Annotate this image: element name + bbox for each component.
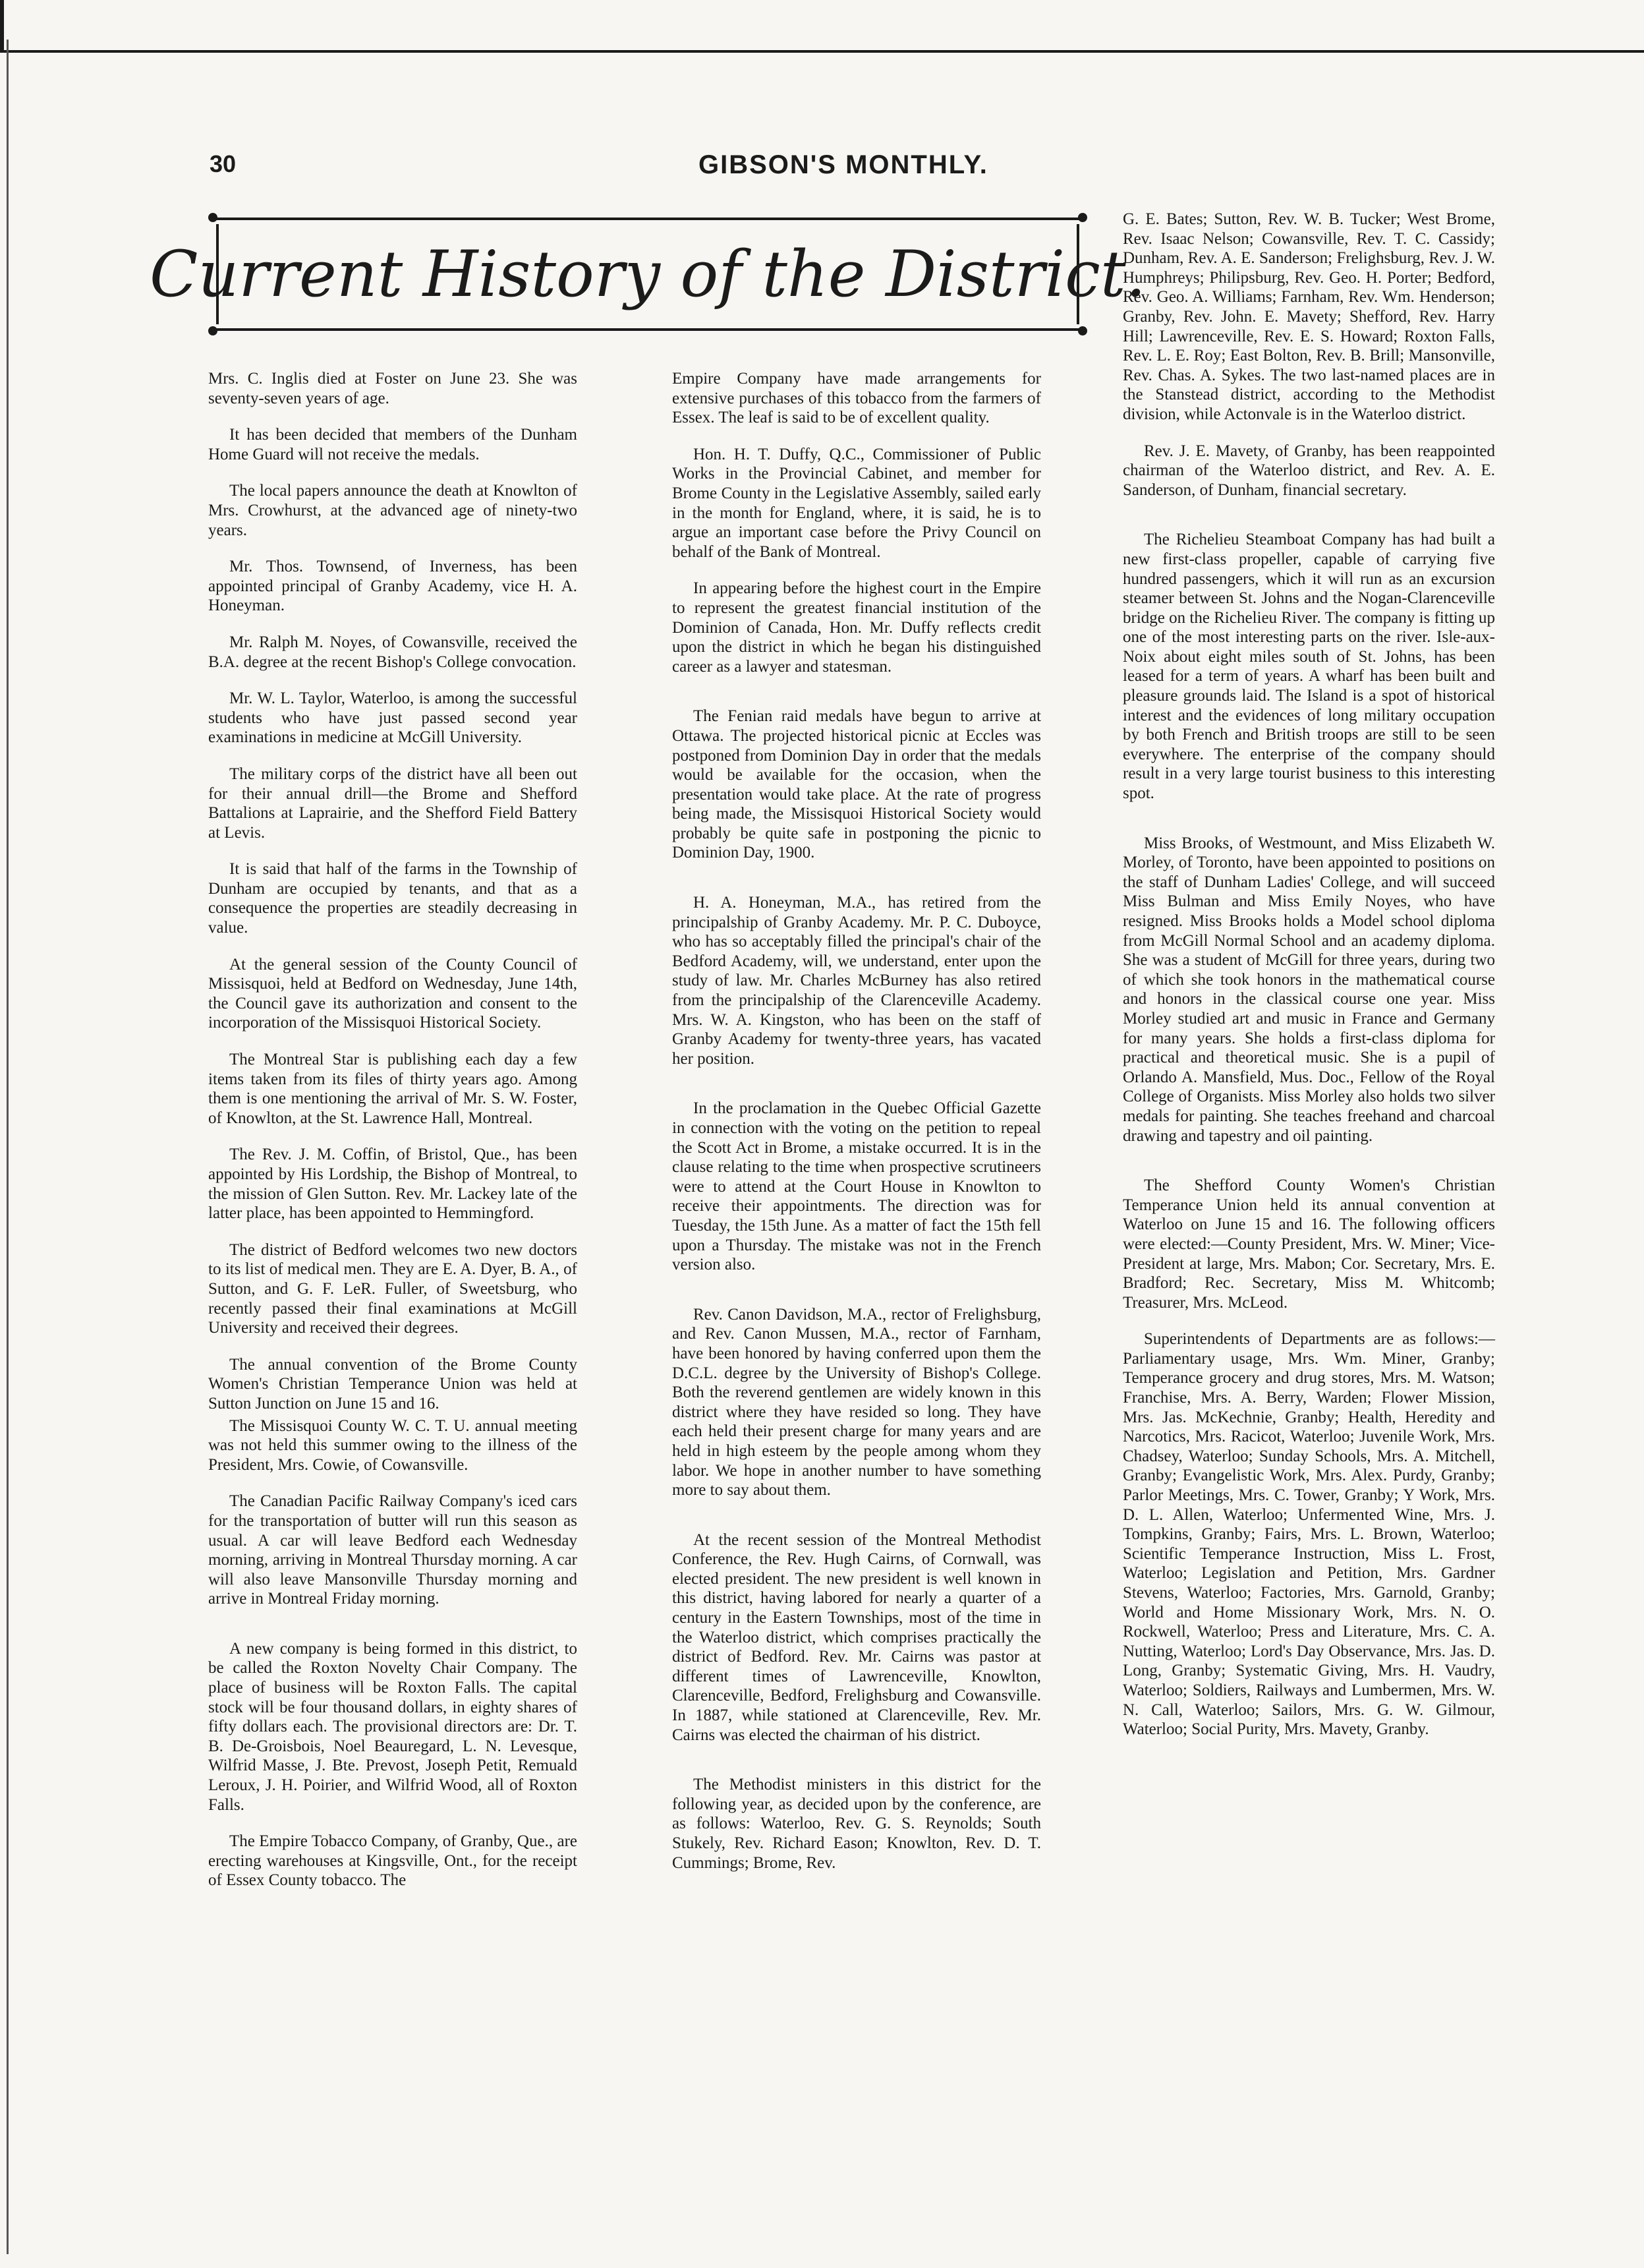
paragraph: The Missisquoi County W. C. T. U. annual meeting was not held this summer owing to the illness of the President, Mrs. Cowie, of Cowansville. — [208, 1416, 577, 1474]
paragraph: Rev. Canon Davidson, M.A., rector of Frelighsburg, and Rev. Canon Mussen, M.A., rector of Farnham, have been honored by having conferred upon them the D.C.L. degree by the University of Bishop's College. Both the reverend gentlemen are widely known in this district where they have resided so long. They have each held their present charge for many years and are held in high esteem by the people among whom they labor. We hope in another number to have something more to say about them. — [672, 1305, 1041, 1499]
title-rule-bottom — [210, 328, 1086, 331]
paragraph: H. A. Honeyman, M.A., has retired from the principalship of Granby Academy. Mr. P. C. Duboyce, who has so acceptably filled the principal's chair of the Bedford Academy, will, we understand, enter upon the study of law. Mr. Charles McBurney has also retired from the principalship of the Clarenceville Academy. Mrs. W. A. Kingston, who has been on the staff of Granby Academy for twenty-three years, has vacated her position. — [672, 894, 1041, 1068]
paragraph: The Montreal Star is publishing each day a few items taken from its files of thirty years ago. Among them is one mentioning the arrival of Mr. S. W. Foster, of Knowlton, at the St. Lawrence Hall, Montreal. — [208, 1051, 577, 1127]
paragraph: The Richelieu Steamboat Company has had built a new first-class propeller, capable of carrying five hundred passengers, which it will run as an excursion steamer between St. Johns and the Nogan-Clarenceville bridge on the Richelieu River. The company is fitting up one of the most interesting parts on the river. Isle-aux-Noix about eight miles south of St. Johns, has been leased for a term of years. A wharf has been built and pleasure grounds laid. The Island is a spot of historical interest and the evidences of long military occupation by both French and British troops are still to be seen everywhere. The enterprise of the company should result in a very large tourist business to this interesting spot. — [1123, 531, 1495, 803]
ornament-dot-icon — [208, 326, 217, 335]
paragraph: Empire Company have made arrangements for extensive purchases of this tobacco from the farmers of Essex. The leaf is said to be of excellent quality. — [672, 370, 1041, 427]
page-left-edge — [7, 40, 35, 2254]
paragraph: At the general session of the County Council of Missisquoi, held at Bedford on Wednesday, June 14th, the Council gave its authorization and consent to the incorporation of the Missisquoi Historical Society. — [208, 955, 577, 1032]
paragraph: Superintendents of Departments are as follows:—Parliamentary usage, Mrs. Wm. Miner, Granby; Temperance grocery and drug stores, Mrs. M. Watson; Franchise, Mrs. A. Berry, Warden; Flower Mission, Mrs. Jas. McKechnie, Granby; Health, Heredity and Narcotics, Mrs. Racicot, Waterloo; Juvenile Work, Mrs. Chadsey, Waterloo; Sunday Schools, Mrs. A. Mitchell, Granby; Evangelistic Work, Mrs. Alex. Purdy, Granby; Parlor Meetings, Mrs. C. Tower, Granby; Y Work, Mrs. D. L. Allen, Waterloo; Unfermented Wine, Mrs. J. Tompkins, Granby; Fairs, Mrs. L. Brown, Waterloo; Scientific Temperance Instruction, Miss L. Frost, Waterloo; Legislation and Petition, Mrs. Gardner Stevens, Waterloo; Factories, Mrs. Garnold, Granby; World and Home Missionary Work, Mrs. N. O. Rockwell, Waterloo; Press and Literature, Mrs. C. A. Nutting, Waterloo; Lord's Day Observance, Mrs. Jas. D. Long, Granby; Systematic Giving, Mrs. H. Vaudry, Waterloo; Soldiers, Railways and Lumbermen, Mrs. W. N. Call, Waterloo; Sailors, Mrs. G. W. Gilmour, Waterloo; Social Purity, Mrs. Mavety, Granby. — [1123, 1330, 1495, 1739]
page-number: 30 — [210, 150, 237, 177]
paragraph: In appearing before the highest court in the Empire to represent the greatest financial institution of the Dominion of Canada, Hon. Mr. Duffy reflects credit upon the district in which he began his distinguished career as a lawyer and statesman. — [672, 579, 1041, 676]
paragraph: Mrs. C. Inglis died at Foster on June 23. She was seventy-seven years of age. — [208, 370, 577, 407]
running-head: GIBSON'S MONTHLY. — [698, 150, 988, 179]
column-3 — [1123, 210, 1495, 1757]
paragraph: The Canadian Pacific Railway Company's iced cars for the transportation of butter will run this season as usual. A car will leave Bedford each Wednesday morning, arriving in Montreal Thursday morning. A car will also leave Mansonville Thursday morning and arrive in Montreal Friday morning. — [208, 1492, 577, 1608]
paragraph: The Empire Tobacco Company, of Granby, Que., are erecting warehouses at Kingsville, Ont., for the receipt of Essex County tobacco. The — [208, 1832, 577, 1890]
paragraph: G. E. Bates; Sutton, Rev. W. B. Tucker; West Brome, Rev. Isaac Nelson; Cowansville, Rev. T. C. Cassidy; Dunham, Rev. A. E. Sanderson; Frelighsburg, Rev. J. W. Humphreys; Philipsburg, Rev. Geo. H. Porter; Bedford, Rev. Geo. A. Williams; Farnham, Rev. Wm. Henderson; Granby, Rev. John. E. Mavety; Shefford, Rev. Harry Hill; Lawrenceville, Rev. E. S. Howard; Roxton Falls, Rev. L. E. Roy; East Bolton, Rev. B. Brill; Mansonville, Rev. Chas. A. Sykes. The two last-named places are in the Stanstead district, according to the Methodist division, while Actonvale is in the Waterloo district. — [1123, 210, 1495, 423]
ornament-dot-icon — [1078, 326, 1087, 335]
ornament-dot-icon — [1078, 213, 1087, 222]
paragraph: The Rev. J. M. Coffin, of Bristol, Que., has been appointed by His Lordship, the Bishop of Montreal, to the mission of Glen Sutton. Rev. Mr. Lackey late of the latter place, has been appointed to Hemmingford. — [208, 1146, 577, 1223]
paragraph: It has been decided that members of the Dunham Home Guard will not receive the medals. — [208, 426, 577, 463]
paragraph: Rev. J. E. Mavety, of Granby, has been reappointed chairman of the Waterloo district, and Rev. A. E. Sanderson, of Dunham, financial secretary. — [1123, 442, 1495, 499]
section-title-box — [149, 210, 1147, 339]
column-2 — [672, 369, 1041, 1890]
paragraph: The local papers announce the death at Knowlton of Mrs. Crowhurst, at the advanced age of ninety-two years. — [208, 482, 577, 539]
paragraph: In the proclamation in the Quebec Official Gazette in connection with the voting on the petition to repeal the Scott Act in Brome, a mistake occurred. It is in the clause relating to the time when prospective scrutineers were to attend at the Court House in Knowlton to receive their appointments. The direction was for Tuesday, the 15th June. As a matter of fact the 15th fell upon a Thursday. The mistake was not in the French version also. — [672, 1099, 1041, 1274]
paragraph: The annual convention of the Brome County Women's Christian Temperance Union was held at Sutton Junction on June 15 and 16. — [208, 1355, 577, 1412]
ornament-dot-icon — [208, 213, 217, 222]
page-top-rule — [0, 0, 1644, 53]
paragraph: A new company is being formed in this district, to be called the Roxton Novelty Chair Company. The place of business will be Roxton Falls. The capital stock will be four thousand dollars, in eighty shares of fifty dollars each. The provisional directors are: Dr. T. B. De-Groisbois, Noel Beauregard, L. N. Levesque, Wilfrid Masse, J. Bte. Prevost, Joseph Petit, Remuald Leroux, J. H. Poirier, and Wilfrid Wood, all of Roxton Falls. — [208, 1639, 577, 1814]
section-title: Current History of the District. — [149, 237, 1147, 311]
paragraph: The district of Bedford welcomes two new doctors to its list of medical men. They are E. A. Dyer, B. A., of Sutton, and G. F. LeR. Fuller, of Sweetsburg, who recently passed their final examinations at McGill University and received their degrees. — [208, 1240, 577, 1337]
paragraph: Mr. Ralph M. Noyes, of Cowansville, received the B.A. degree at the recent Bishop's College convocation. — [208, 633, 577, 671]
paragraph: The military corps of the district have all been out for their annual drill—the Brome and Shefford Battalions at Laprairie, and the Shefford Field Battery at Levis. — [208, 765, 577, 842]
title-frame — [149, 224, 1147, 324]
paragraph: The Fenian raid medals have begun to arrive at Ottawa. The projected historical picnic at Eccles was postponed from Dominion Day in order that the medals would be available for the occasion, when the presentation would take place. At the rate of progress being made, the Missisquoi Historical Society would probably be quite safe in postponing the picnic to Dominion Day, 1900. — [672, 707, 1041, 862]
paragraph: Miss Brooks, of Westmount, and Miss Elizabeth W. Morley, of Toronto, have been appointed to positions on the staff of Dunham Ladies' College, and will succeed Miss Bulman and Miss Emily Noyes, who have resigned. Miss Brooks holds a Model school diploma from McGill Normal School and an academy diploma. She was a student of McGill for three years, during two of which she took honors in the mathematical course and honors in the classical course one year. Miss Morley studied art and music in France and Germany for many years. She holds a first-class diploma for practical and theoretical music. She is a pupil of Orlando A. Mansfield, Mus. Doc., Fellow of the Royal College of Organists. Miss Morley also holds two silver medals for painting. She teaches freehand and charcoal drawing and tapestry and oil painting. — [1123, 834, 1495, 1145]
paragraph: Mr. W. L. Taylor, Waterloo, is among the successful students who have just passed second year examinations in medicine at McGill University. — [208, 689, 577, 747]
paragraph: The Methodist ministers in this district for the following year, as decided upon by the conference, are as follows: Waterloo, Rev. G. S. Reynolds; South Stukely, Rev. Richard Eason; Knowlton, Rev. D. T. Cummings; Brome, Rev. — [672, 1776, 1041, 1872]
paragraph: The Shefford County Women's Christian Temperance Union held its annual convention at Waterloo on June 15 and 16. The following officers were elected:—County President, Mrs. W. Miner; Vice-President at large, Mrs. Mabon; Cor. Secretary, Mrs. E. Bradford; Rec. Secretary, Miss M. Whitcomb; Treasurer, Mrs. McLeod. — [1123, 1177, 1495, 1312]
column-1 — [208, 369, 577, 1907]
title-rule-top — [210, 218, 1086, 220]
paragraph: Mr. Thos. Townsend, of Inverness, has been appointed principal of Granby Academy, vice H. A. Honeyman. — [208, 558, 577, 615]
paragraph: It is said that half of the farms in the Township of Dunham are occupied by tenants, and that as a consequence the properties are steadily decreasing in value. — [208, 860, 577, 937]
paragraph: At the recent session of the Montreal Methodist Conference, the Rev. Hugh Cairns, of Cornwall, was elected president. The new president is well known in this district, having labored for nearly a quarter of a century in the Eastern Townships, most of the time in the Waterloo district, which comprises practically the district of Bedford. Rev. Mr. Cairns was pastor at different times of Lawrenceville, Knowlton, Clarenceville, Bedford, Frelighsburg and Cowansville. In 1887, while stationed at Clarenceville, Rev. Mr. Cairns was elected the chairman of his district. — [672, 1530, 1041, 1744]
paragraph: Hon. H. T. Duffy, Q.C., Commissioner of Public Works in the Provincial Cabinet, and member for Brome County in the Legislative Assembly, sailed early in the month for England, where, it is said, he is to argue an important case before the Privy Council on behalf of the Bank of Montreal. — [672, 445, 1041, 561]
